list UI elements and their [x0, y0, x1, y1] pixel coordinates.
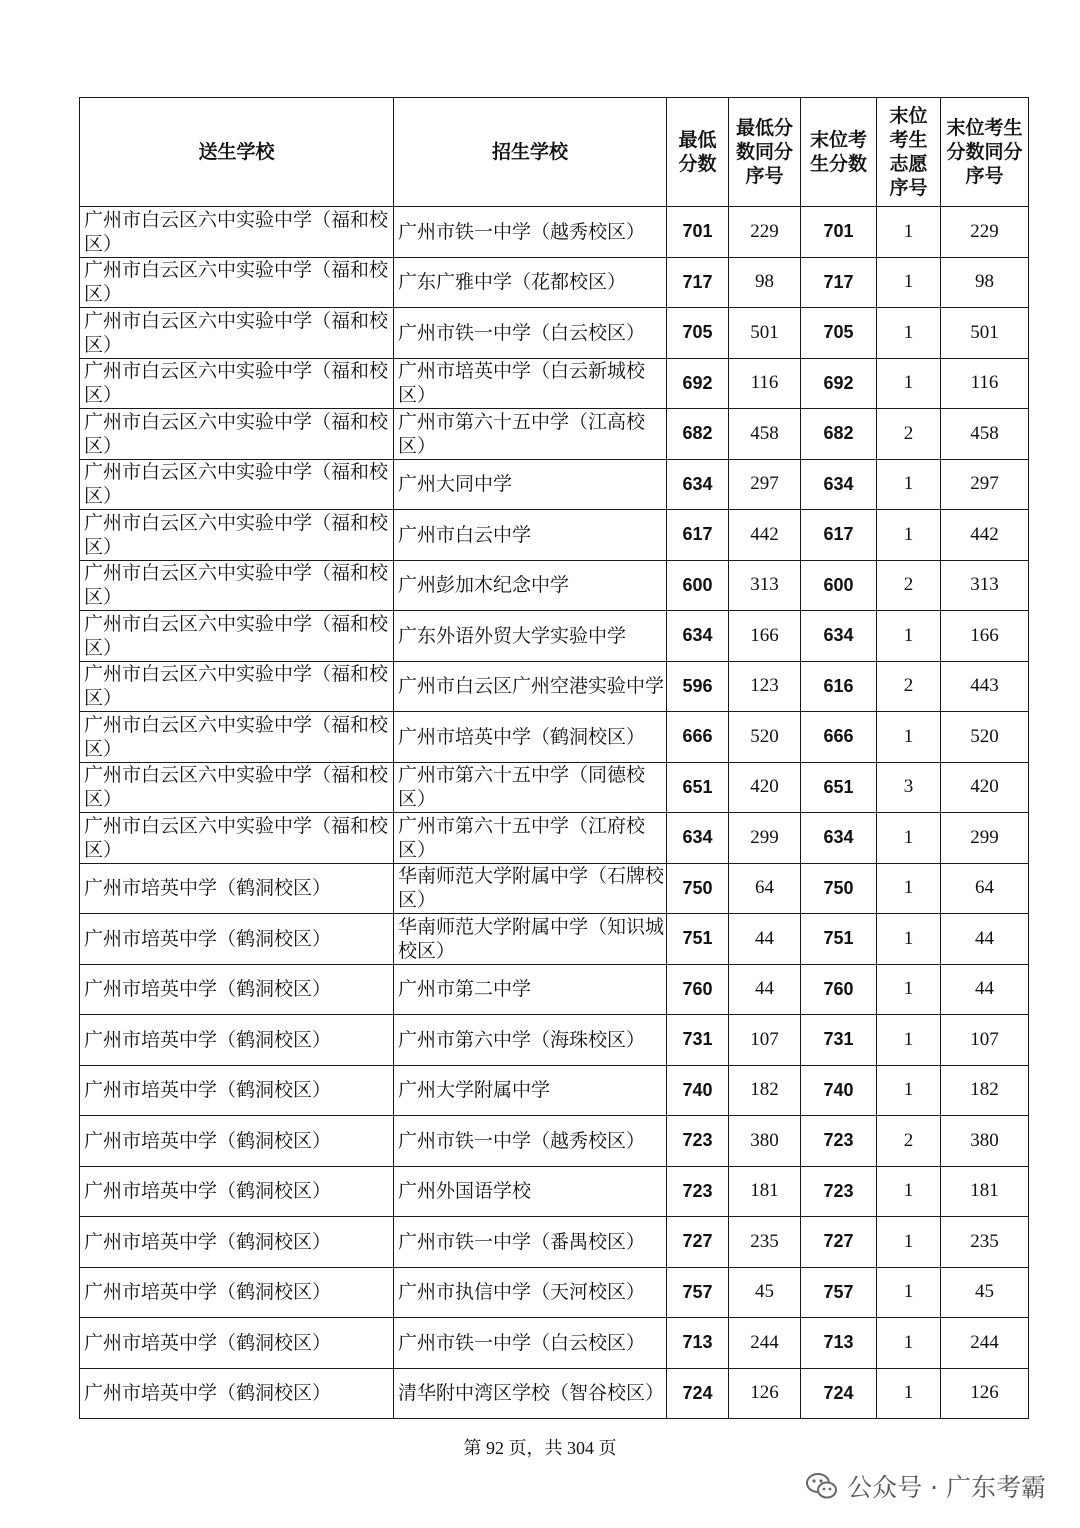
cell-min-score: 713	[667, 1318, 729, 1369]
cell-last-choice-rank: 3	[877, 762, 941, 813]
cell-sending-school: 广州市培英中学（鹤洞校区）	[80, 964, 394, 1015]
header-last-score-tie-rank: 末位考生分数同分序号	[941, 98, 1029, 207]
cell-admitting-school: 广州市执信中学（天河校区）	[394, 1267, 667, 1318]
cell-sending-school: 广州市培英中学（鹤洞校区）	[80, 1267, 394, 1318]
cell-last-choice-rank: 1	[877, 914, 941, 965]
cell-last-score: 600	[801, 560, 877, 611]
cell-last-score: 727	[801, 1217, 877, 1268]
table-row	[80, 358, 1029, 409]
cell-admitting-school: 广州市第六十五中学（同德校区）	[394, 762, 667, 813]
cell-last-score-tie-rank: 520	[941, 712, 1029, 763]
cell-last-score: 682	[801, 409, 877, 460]
cell-last-score-tie-rank: 45	[941, 1267, 1029, 1318]
cell-admitting-school: 华南师范大学附属中学（石牌校区）	[394, 863, 667, 914]
cell-sending-school: 广州市白云区六中实验中学（福和校区）	[80, 611, 394, 662]
cell-last-score-tie-rank: 297	[941, 459, 1029, 510]
cell-last-choice-rank: 2	[877, 409, 941, 460]
watermark	[805, 1468, 1046, 1504]
cell-admitting-school: 广州外国语学校	[394, 1166, 667, 1217]
cell-min-score-tie-rank: 166	[729, 611, 801, 662]
cell-sending-school: 广州市白云区六中实验中学（福和校区）	[80, 409, 394, 460]
cell-admitting-school: 广州市铁一中学（白云校区）	[394, 1318, 667, 1369]
cell-min-score: 705	[667, 308, 729, 359]
cell-min-score: 723	[667, 1166, 729, 1217]
cell-min-score: 596	[667, 661, 729, 712]
cell-min-score-tie-rank: 380	[729, 1116, 801, 1167]
cell-min-score: 727	[667, 1217, 729, 1268]
cell-last-score: 760	[801, 964, 877, 1015]
cell-admitting-school: 广东广雅中学（花都校区）	[394, 257, 667, 308]
cell-last-score: 724	[801, 1368, 877, 1419]
table-row	[80, 1065, 1029, 1116]
cell-last-choice-rank: 1	[877, 1217, 941, 1268]
table-row	[80, 661, 1029, 712]
table-row	[80, 863, 1029, 914]
table-row	[80, 914, 1029, 965]
header-min-score: 最低分数	[667, 98, 729, 207]
cell-last-score-tie-rank: 244	[941, 1318, 1029, 1369]
cell-min-score: 600	[667, 560, 729, 611]
table-row	[80, 459, 1029, 510]
cell-min-score-tie-rank: 299	[729, 813, 801, 864]
cell-last-choice-rank: 1	[877, 207, 941, 258]
cell-last-score-tie-rank: 235	[941, 1217, 1029, 1268]
cell-min-score: 750	[667, 863, 729, 914]
table-row	[80, 1368, 1029, 1419]
cell-last-score: 617	[801, 510, 877, 561]
cell-min-score-tie-rank: 442	[729, 510, 801, 561]
cell-sending-school: 广州市白云区六中实验中学（福和校区）	[80, 257, 394, 308]
table-row	[80, 611, 1029, 662]
cell-min-score: 634	[667, 459, 729, 510]
cell-sending-school: 广州市白云区六中实验中学（福和校区）	[80, 510, 394, 561]
cell-last-score: 634	[801, 813, 877, 864]
cell-last-score: 634	[801, 611, 877, 662]
cell-last-score: 666	[801, 712, 877, 763]
cell-last-score-tie-rank: 229	[941, 207, 1029, 258]
cell-min-score: 724	[667, 1368, 729, 1419]
cell-admitting-school: 广州市白云区广州空港实验中学	[394, 661, 667, 712]
cell-last-score-tie-rank: 458	[941, 409, 1029, 460]
cell-sending-school: 广州市白云区六中实验中学（福和校区）	[80, 560, 394, 611]
cell-min-score-tie-rank: 520	[729, 712, 801, 763]
cell-min-score: 701	[667, 207, 729, 258]
cell-last-score: 757	[801, 1267, 877, 1318]
cell-admitting-school: 广州市第六中学（海珠校区）	[394, 1015, 667, 1066]
cell-sending-school: 广州市培英中学（鹤洞校区）	[80, 1015, 394, 1066]
cell-last-score-tie-rank: 182	[941, 1065, 1029, 1116]
cell-last-score-tie-rank: 107	[941, 1015, 1029, 1066]
cell-sending-school: 广州市培英中学（鹤洞校区）	[80, 1065, 394, 1116]
cell-admitting-school: 广东外语外贸大学实验中学	[394, 611, 667, 662]
cell-admitting-school: 华南师范大学附属中学（知识城校区）	[394, 914, 667, 965]
cell-min-score: 634	[667, 611, 729, 662]
cell-last-score: 723	[801, 1166, 877, 1217]
cell-min-score-tie-rank: 244	[729, 1318, 801, 1369]
cell-last-score: 723	[801, 1116, 877, 1167]
table-row	[80, 257, 1029, 308]
cell-last-score-tie-rank: 44	[941, 964, 1029, 1015]
cell-min-score-tie-rank: 64	[729, 863, 801, 914]
cell-last-choice-rank: 1	[877, 1166, 941, 1217]
cell-last-score-tie-rank: 442	[941, 510, 1029, 561]
cell-min-score-tie-rank: 116	[729, 358, 801, 409]
table-header-row	[80, 98, 1029, 207]
cell-last-choice-rank: 1	[877, 308, 941, 359]
page-number: 第 92 页，共 304 页	[463, 1438, 617, 1458]
cell-last-score-tie-rank: 313	[941, 560, 1029, 611]
cell-min-score-tie-rank: 313	[729, 560, 801, 611]
cell-last-score: 731	[801, 1015, 877, 1066]
cell-last-score-tie-rank: 126	[941, 1368, 1029, 1419]
cell-sending-school: 广州市培英中学（鹤洞校区）	[80, 1368, 394, 1419]
table-body	[80, 207, 1029, 1419]
cell-min-score: 666	[667, 712, 729, 763]
cell-min-score: 760	[667, 964, 729, 1015]
cell-sending-school: 广州市白云区六中实验中学（福和校区）	[80, 661, 394, 712]
cell-min-score-tie-rank: 229	[729, 207, 801, 258]
cell-min-score: 751	[667, 914, 729, 965]
cell-min-score-tie-rank: 98	[729, 257, 801, 308]
cell-min-score-tie-rank: 235	[729, 1217, 801, 1268]
cell-min-score: 651	[667, 762, 729, 813]
cell-last-score: 705	[801, 308, 877, 359]
header-admitting-school: 招生学校	[394, 98, 667, 207]
cell-last-score: 701	[801, 207, 877, 258]
cell-last-score-tie-rank: 181	[941, 1166, 1029, 1217]
cell-last-score: 750	[801, 863, 877, 914]
table-row	[80, 813, 1029, 864]
cell-sending-school: 广州市培英中学（鹤洞校区）	[80, 1217, 394, 1268]
cell-last-choice-rank: 1	[877, 813, 941, 864]
cell-last-choice-rank: 2	[877, 661, 941, 712]
table-row	[80, 964, 1029, 1015]
cell-last-score: 692	[801, 358, 877, 409]
cell-sending-school: 广州市白云区六中实验中学（福和校区）	[80, 712, 394, 763]
cell-admitting-school: 广州市铁一中学（番禺校区）	[394, 1217, 667, 1268]
cell-last-choice-rank: 1	[877, 459, 941, 510]
cell-admitting-school: 广州大学附属中学	[394, 1065, 667, 1116]
cell-last-score-tie-rank: 420	[941, 762, 1029, 813]
cell-min-score: 692	[667, 358, 729, 409]
cell-last-score: 751	[801, 914, 877, 965]
cell-min-score-tie-rank: 123	[729, 661, 801, 712]
cell-last-choice-rank: 1	[877, 611, 941, 662]
table-row	[80, 510, 1029, 561]
cell-sending-school: 广州市培英中学（鹤洞校区）	[80, 1166, 394, 1217]
cell-last-choice-rank: 1	[877, 1065, 941, 1116]
header-last-score: 末位考生分数	[801, 98, 877, 207]
cell-last-score: 740	[801, 1065, 877, 1116]
cell-last-score: 651	[801, 762, 877, 813]
cell-min-score-tie-rank: 107	[729, 1015, 801, 1066]
cell-last-choice-rank: 1	[877, 1015, 941, 1066]
cell-last-score-tie-rank: 116	[941, 358, 1029, 409]
table-row	[80, 1116, 1029, 1167]
cell-admitting-school: 广州市培英中学（白云新城校区）	[394, 358, 667, 409]
cell-min-score-tie-rank: 420	[729, 762, 801, 813]
cell-last-score: 616	[801, 661, 877, 712]
table-row	[80, 1217, 1029, 1268]
admission-table	[79, 97, 1029, 1419]
wechat-icon	[805, 1469, 839, 1503]
table-row	[80, 1267, 1029, 1318]
cell-last-choice-rank: 1	[877, 358, 941, 409]
cell-last-score-tie-rank: 299	[941, 813, 1029, 864]
cell-sending-school: 广州市白云区六中实验中学（福和校区）	[80, 207, 394, 258]
cell-admitting-school: 广州市培英中学（鹤洞校区）	[394, 712, 667, 763]
cell-min-score-tie-rank: 126	[729, 1368, 801, 1419]
cell-min-score: 682	[667, 409, 729, 460]
cell-sending-school: 广州市白云区六中实验中学（福和校区）	[80, 762, 394, 813]
table-row	[80, 1318, 1029, 1369]
table-row	[80, 560, 1029, 611]
header-sending-school: 送生学校	[80, 98, 394, 207]
table-row	[80, 762, 1029, 813]
cell-min-score: 757	[667, 1267, 729, 1318]
cell-admitting-school: 广州市铁一中学（白云校区）	[394, 308, 667, 359]
cell-min-score-tie-rank: 181	[729, 1166, 801, 1217]
cell-sending-school: 广州市培英中学（鹤洞校区）	[80, 1318, 394, 1369]
cell-last-choice-rank: 1	[877, 1368, 941, 1419]
cell-last-choice-rank: 1	[877, 257, 941, 308]
cell-sending-school: 广州市白云区六中实验中学（福和校区）	[80, 358, 394, 409]
cell-sending-school: 广州市白云区六中实验中学（福和校区）	[80, 459, 394, 510]
table-row	[80, 1166, 1029, 1217]
cell-min-score-tie-rank: 297	[729, 459, 801, 510]
cell-last-score: 717	[801, 257, 877, 308]
table-row	[80, 308, 1029, 359]
cell-min-score: 634	[667, 813, 729, 864]
cell-min-score-tie-rank: 45	[729, 1267, 801, 1318]
cell-last-choice-rank: 2	[877, 1116, 941, 1167]
cell-last-choice-rank: 1	[877, 1318, 941, 1369]
header-min-score-tie-rank: 最低分数同分序号	[729, 98, 801, 207]
cell-min-score: 723	[667, 1116, 729, 1167]
cell-min-score-tie-rank: 182	[729, 1065, 801, 1116]
cell-admitting-school: 清华附中湾区学校（智谷校区）	[394, 1368, 667, 1419]
cell-min-score: 717	[667, 257, 729, 308]
cell-last-score-tie-rank: 98	[941, 257, 1029, 308]
cell-last-choice-rank: 1	[877, 1267, 941, 1318]
cell-min-score: 617	[667, 510, 729, 561]
cell-min-score-tie-rank: 44	[729, 914, 801, 965]
cell-sending-school: 广州市白云区六中实验中学（福和校区）	[80, 308, 394, 359]
cell-last-score-tie-rank: 443	[941, 661, 1029, 712]
cell-admitting-school: 广州市第二中学	[394, 964, 667, 1015]
cell-admitting-school: 广州大同中学	[394, 459, 667, 510]
table-row	[80, 712, 1029, 763]
cell-min-score: 731	[667, 1015, 729, 1066]
cell-admitting-school: 广州市铁一中学（越秀校区）	[394, 1116, 667, 1167]
cell-last-score-tie-rank: 166	[941, 611, 1029, 662]
cell-admitting-school: 广州市第六十五中学（江府校区）	[394, 813, 667, 864]
cell-last-choice-rank: 1	[877, 964, 941, 1015]
cell-sending-school: 广州市白云区六中实验中学（福和校区）	[80, 813, 394, 864]
cell-sending-school: 广州市培英中学（鹤洞校区）	[80, 863, 394, 914]
table-row	[80, 207, 1029, 258]
cell-min-score: 740	[667, 1065, 729, 1116]
cell-min-score-tie-rank: 458	[729, 409, 801, 460]
cell-admitting-school: 广州彭加木纪念中学	[394, 560, 667, 611]
watermark-text: 公众号 · 广东考霸	[847, 1473, 1046, 1502]
cell-last-score-tie-rank: 64	[941, 863, 1029, 914]
cell-admitting-school: 广州市第六十五中学（江高校区）	[394, 409, 667, 460]
cell-last-choice-rank: 1	[877, 863, 941, 914]
table-row	[80, 409, 1029, 460]
cell-last-score: 634	[801, 459, 877, 510]
cell-last-score-tie-rank: 380	[941, 1116, 1029, 1167]
cell-min-score-tie-rank: 44	[729, 964, 801, 1015]
cell-last-choice-rank: 1	[877, 510, 941, 561]
cell-sending-school: 广州市培英中学（鹤洞校区）	[80, 1116, 394, 1167]
cell-sending-school: 广州市培英中学（鹤洞校区）	[80, 914, 394, 965]
table-row	[80, 1015, 1029, 1066]
header-last-choice-rank: 末位考生志愿序号	[877, 98, 941, 207]
cell-last-score-tie-rank: 501	[941, 308, 1029, 359]
cell-admitting-school: 广州市白云中学	[394, 510, 667, 561]
cell-admitting-school: 广州市铁一中学（越秀校区）	[394, 207, 667, 258]
cell-last-choice-rank: 1	[877, 712, 941, 763]
cell-min-score-tie-rank: 501	[729, 308, 801, 359]
cell-last-choice-rank: 2	[877, 560, 941, 611]
cell-last-score-tie-rank: 44	[941, 914, 1029, 965]
cell-last-score: 713	[801, 1318, 877, 1369]
